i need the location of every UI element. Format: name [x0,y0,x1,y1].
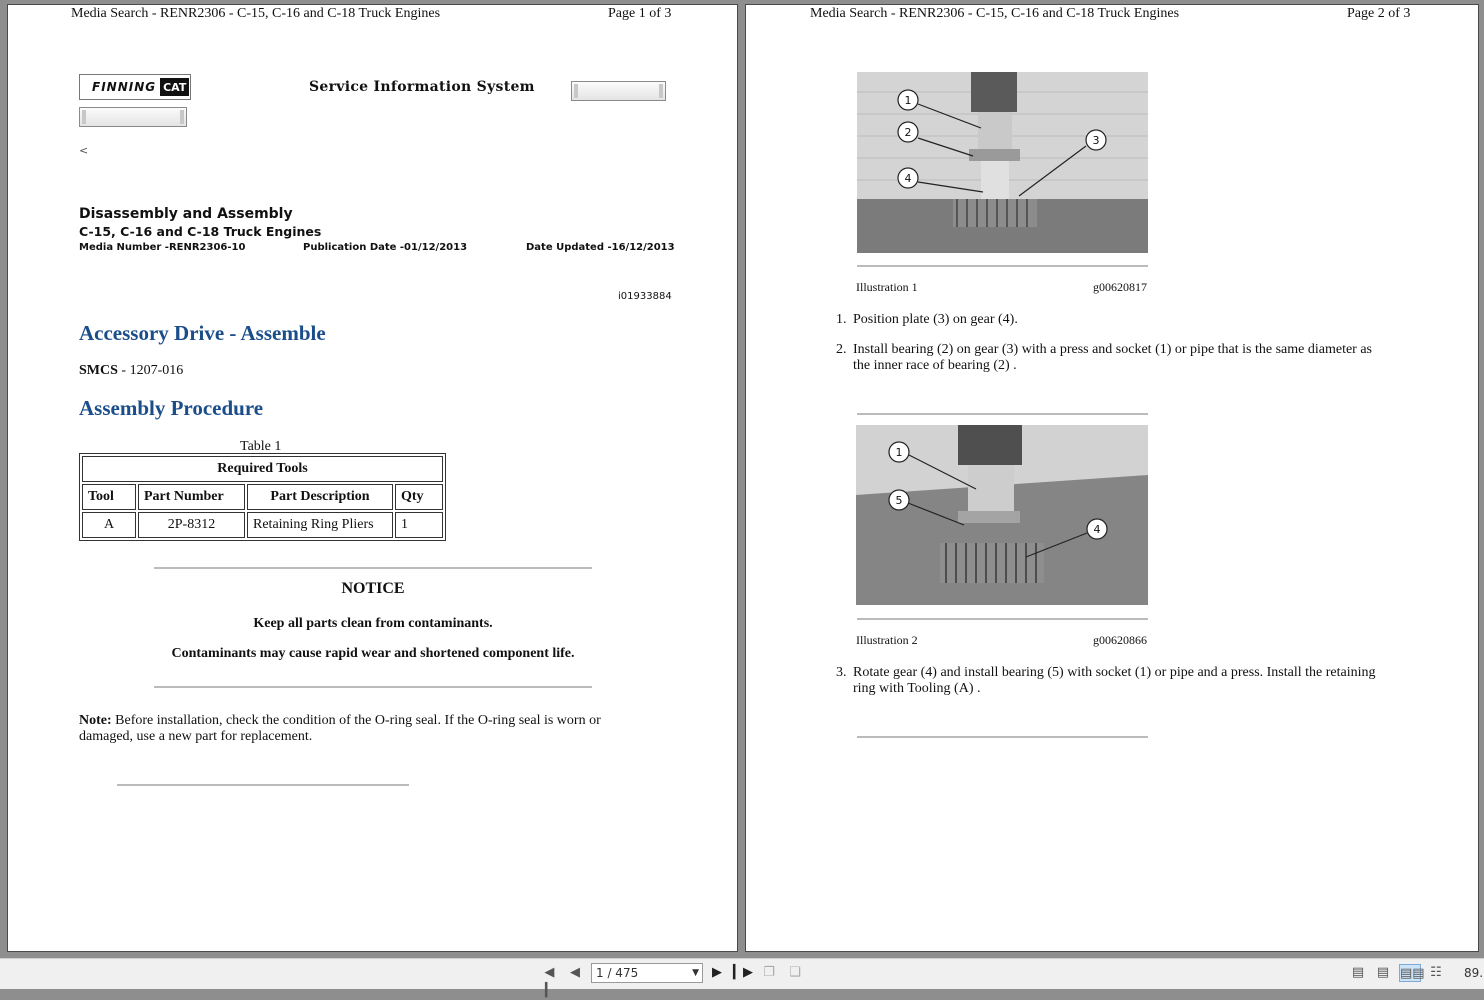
logo-finning-text: FINNING [92,80,157,94]
illustration-1-callout: 2 [904,126,912,139]
table-header: Part Description [247,484,393,510]
doc-title: Disassembly and Assembly [79,206,293,222]
single-page-view-icon[interactable]: ▤ [1351,965,1365,980]
illustration-1-photo [857,72,1148,253]
document-page-2 [745,4,1479,952]
table-header: Qty [395,484,443,510]
page-indicator: 1 / 475 [596,966,639,980]
required-tools-table [79,453,446,541]
illustration-1-callout: 1 [904,94,912,107]
first-page-icon[interactable]: ◀ ▎ [544,965,556,998]
note-text: Before installation, check the condition of the O-ring seal. If the O-ring seal is worn or [111,713,601,728]
step-3-text-line-2: ring with Tooling (A) . [853,681,981,696]
subsection-heading: Assembly Procedure [79,396,264,420]
illustration-1-label: Illustration 1 [856,280,918,294]
table-cell: Retaining Ring Pliers [247,512,393,538]
smcs-value: - 1207-016 [117,363,184,378]
page-header-title: Media Search - RENR2306 - C-15, C-16 and C-18 Truck Engines [71,6,441,21]
page-header-number: Page 1 of 3 [608,6,672,21]
illustration-2-drawing [856,425,1148,605]
logo-cat-text: CAT [160,78,189,96]
note-label: Note: [79,713,112,728]
page-header-title: Media Search - RENR2306 - C-15, C-16 and C-18 Truck Engines [810,6,1180,21]
end-rule [857,736,1148,738]
illustration-2-callout: 4 [1093,523,1101,536]
smcs-label: SMCS [79,363,118,378]
paste-page-icon[interactable]: ❏ [789,965,801,980]
step-1-number: 1. [836,312,847,327]
page-number-input[interactable] [591,963,703,983]
viewer-toolbar [0,958,1484,998]
table-title: Required Tools [82,456,443,482]
table-cell: A [82,512,136,538]
sis-title: Service Information System [309,79,535,95]
end-rule [117,784,409,786]
last-page-icon[interactable]: ▎▶ [733,965,753,980]
date-updated: Date Updated -16/12/2013 [526,242,675,253]
step-3-text-line-1: Rotate gear (4) and install bearing (5) with socket (1) or pipe and a press. Install the retaining [853,665,1376,680]
continuous-view-icon[interactable]: ▤ [1376,965,1390,980]
two-page-continuous-view-icon[interactable]: ☷ [1430,965,1442,980]
illustration-2-id: g00620866 [1093,633,1147,647]
next-page-icon[interactable]: ▶ [712,965,722,980]
two-page-view-icon[interactable]: ▤▤ [1400,966,1425,981]
notice-line-1: Keep all parts clean from contaminants. [253,616,493,631]
step-3-number: 3. [836,665,847,680]
doc-subtitle: C-15, C-16 and C-18 Truck Engines [79,224,322,239]
illustration-2-callout: 5 [895,494,903,507]
notice-bottom-rule [154,686,592,688]
previous-page-icon[interactable]: ◀ [570,965,580,980]
illustration-1-callout: 4 [904,172,912,185]
table-header: Tool [82,484,136,510]
finning-cat-logo [79,74,191,100]
publication-date: Publication Date -01/12/2013 [303,242,468,253]
chevron-down-icon[interactable]: ▼ [692,968,699,978]
table-caption: Table 1 [240,439,282,454]
search-control-box[interactable] [571,81,666,101]
table-header-row [82,484,443,510]
illustration-1-rule [857,265,1148,267]
table-row [82,512,443,538]
illustration-2-photo [856,425,1148,605]
back-arrow-icon[interactable]: < [79,144,89,157]
table-cell: 1 [395,512,443,538]
step-2-text-line-2: the inner race of bearing (2) . [853,358,1017,373]
illustration-1-callout: 3 [1092,134,1100,147]
page-header-number: Page 2 of 3 [1347,6,1411,21]
illustration-2-label: Illustration 2 [856,633,918,647]
copy-page-icon[interactable]: ❐ [763,965,775,980]
section-heading: Accessory Drive - Assemble [79,321,326,345]
notice-top-rule [154,567,592,569]
notice-line-2: Contaminants may cause rapid wear and shortened component life. [171,646,575,661]
navigation-control-box[interactable] [79,107,187,127]
illustration-2-top-rule [857,413,1148,415]
doc-id: i01933884 [618,291,672,302]
document-page-1 [7,4,738,952]
table-header: Part Number [138,484,245,510]
note-line-2: damaged, use a new part for replacement. [79,729,313,744]
step-2-number: 2. [836,342,847,357]
zoom-level: 89. [1464,966,1484,980]
smcs-code [79,363,183,379]
illustration-2-callout: 1 [895,446,903,459]
illustration-1-id: g00620817 [1093,280,1147,294]
illustration-1-drawing [857,72,1148,253]
notice-title: NOTICE [341,580,405,597]
step-2-text-line-1: Install bearing (2) on gear (3) with a press and socket (1) or pipe that is the same diameter as [853,342,1372,357]
illustration-2-bottom-rule [857,618,1148,620]
table-cell: 2P-8312 [138,512,245,538]
media-number: Media Number -RENR2306-10 [79,242,246,253]
step-1-text: Position plate (3) on gear (4). [853,312,1018,327]
note-line-1 [79,713,601,729]
